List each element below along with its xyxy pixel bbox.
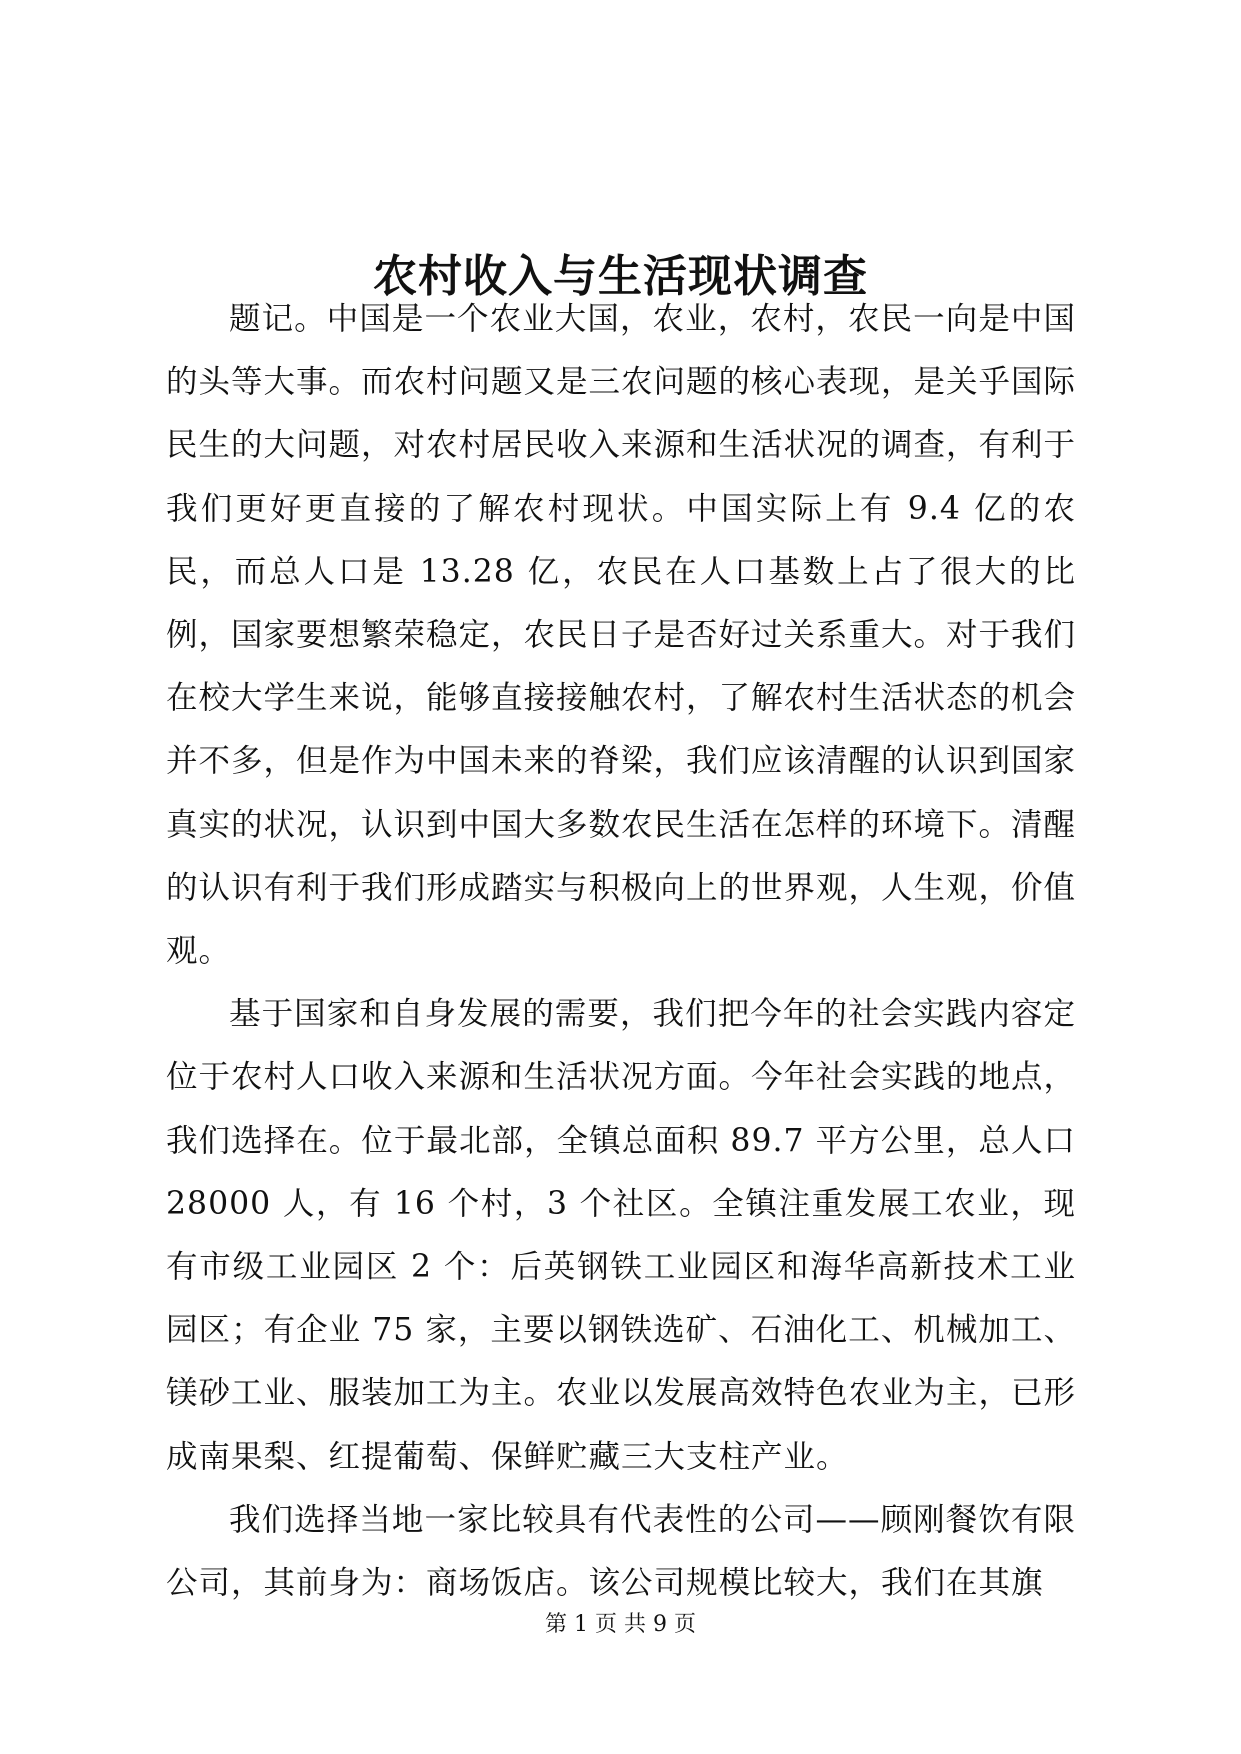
paragraph-company: 我们选择当地一家比较具有代表性的公司——顾刚餐饮有限公司，其前身为：商场饭店。该公司规模比较大，我们在其旗: [166, 1501, 1076, 1602]
document-title: 农村收入与生活现状调查: [373, 251, 868, 303]
paragraph-intro: 题记。中国是一个农业大国，农业，农村，农民一向是中国的头等大事。而农村问题又是三农问题的核心表现，是关乎国际民生的大问题，对农村居民收入来源和生活状况的调查，有利于我们更好更直接的了解农村现状。中国实际上有 9.4 亿的农民，而总人口是 13.28 亿，农民在人口基数上占了很大的比例，国家要想繁荣稳定，农民日子是否好过关系重大。对于我们在校大学生来说，能够直接接触农村，了解农村生活状态的机会并不多，但是作为中国未来的脊梁，我们应该清醒的认识到国家真实的状况，认识到中国大多数农民生活在怎样的环境下。清醒的认识有利于我们形成踏实与积极向上的世界观，人生观，价值观。: [166, 301, 1077, 970]
document-body: [166, 288, 1076, 1615]
page-number-footer: 第 1 页 共 9 页: [545, 1612, 696, 1637]
paragraph-location: 基于国家和自身发展的需要，我们把今年的社会实践内容定位于农村人口收入来源和生活状况方面。今年社会实践的地点，我们选择在。位于最北部，全镇总面积 89.7 平方公里，总人口 28000 人，有 16 个村，3 个社区。全镇注重发展工农业，现有市级工业园区 2 个：后英钢铁工业园区和海华高新技术工业园区；有企业 75 家，主要以钢铁选矿、石油化工、机械加工、镁砂工业、服装加工为主。农业以发展高效特色农业为主，已形成南果梨、红提葡萄、保鲜贮藏三大支柱产业。: [166, 996, 1077, 1475]
